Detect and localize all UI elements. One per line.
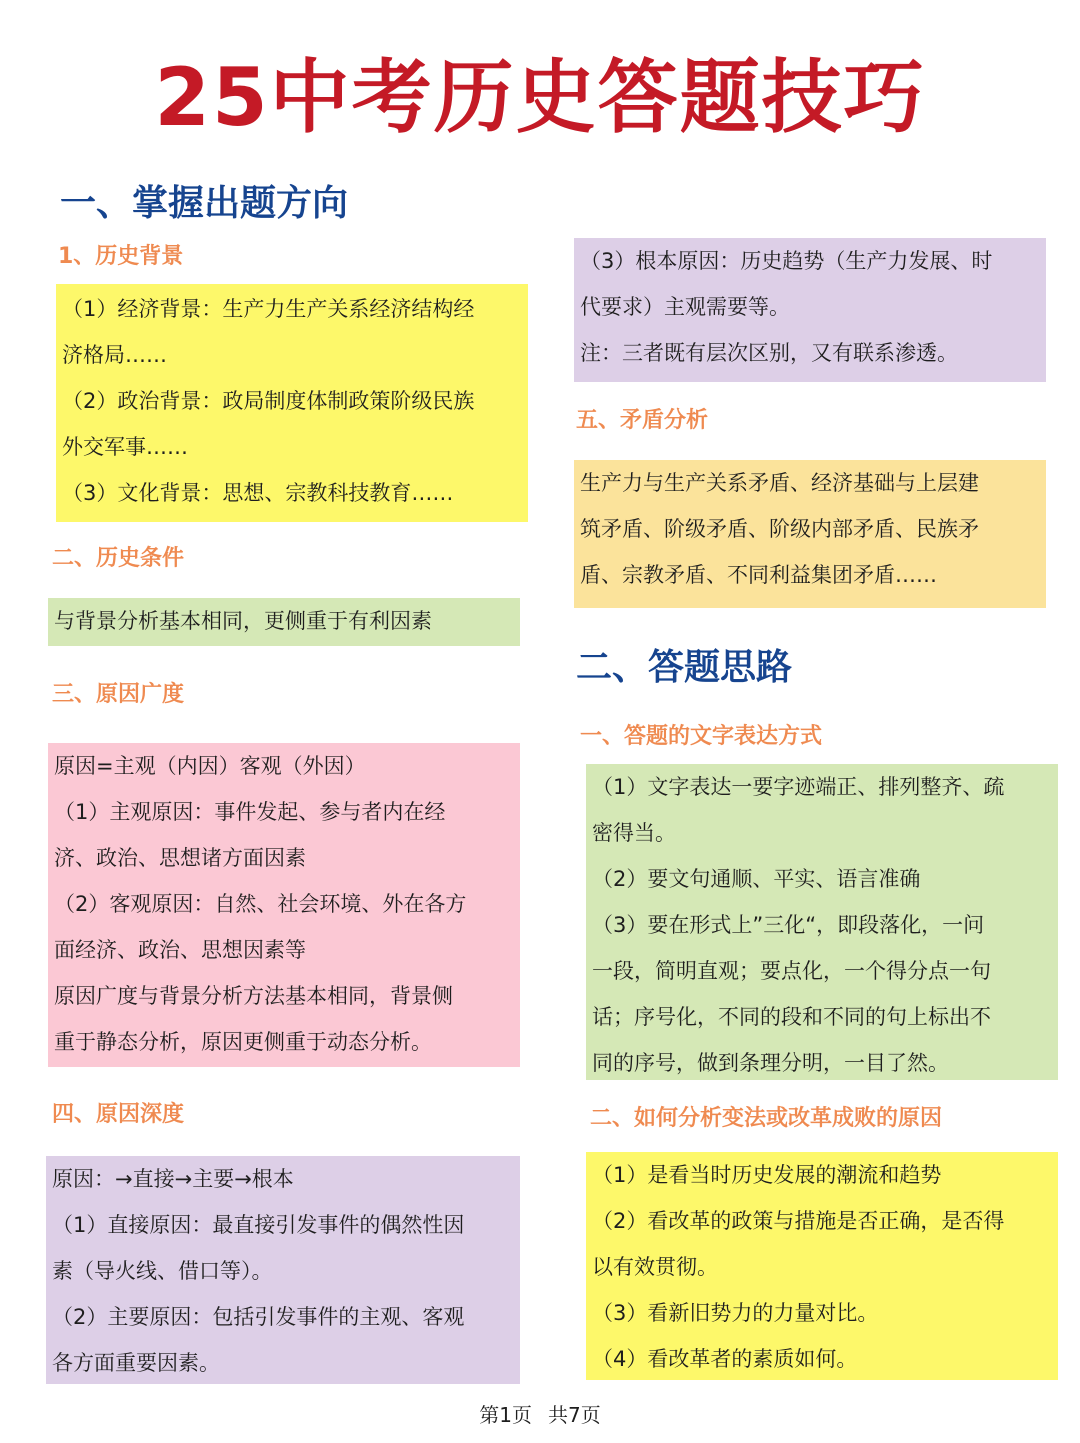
text-line: 盾、宗教矛盾、不同利益集团矛盾…… xyxy=(580,563,937,587)
text-line: 生产力与生产关系矛盾、经济基础与上层建 xyxy=(580,471,979,495)
text-line: 重于静态分析，原因更侧重于动态分析。 xyxy=(54,1030,432,1054)
text-line: 以有效贯彻。 xyxy=(592,1255,718,1279)
text-line: 各方面重要因素。 xyxy=(52,1351,220,1375)
subheading-reform-analysis: 二、如何分析变法或改革成败的原因 xyxy=(590,1106,943,1131)
text-line: （3）根本原因：历史趋势（生产力发展、时 xyxy=(580,249,993,273)
page-footer xyxy=(0,1400,1080,1430)
text-line: 注：三者既有层次区别，又有联系渗透。 xyxy=(580,341,958,365)
subheading-historical-background: 1、历史背景 xyxy=(58,244,184,269)
box-contradiction-analysis xyxy=(574,460,1046,608)
text-line: （2）客观原因：自然、社会环境、外在各方 xyxy=(54,892,467,916)
text-line: （3）文化背景：思想、宗教科技教育…… xyxy=(62,481,454,505)
subheading-cause-depth: 四、原因深度 xyxy=(52,1102,185,1127)
text-line: 同的序号，做到条理分明，一目了然。 xyxy=(592,1051,949,1075)
subheading-cause-breadth: 三、原因广度 xyxy=(52,682,185,707)
box-cause-depth xyxy=(46,1156,520,1384)
text-line: 与背景分析基本相同，更侧重于有利因素 xyxy=(54,609,432,633)
text-line: 筑矛盾、阶级矛盾、阶级内部矛盾、民族矛 xyxy=(580,517,979,541)
text-line: 济、政治、思想诸方面因素 xyxy=(54,846,306,870)
subheading-written-expression: 一、答题的文字表达方式 xyxy=(580,724,823,749)
text-line: （1）经济背景：生产力生产关系经济结构经 xyxy=(62,297,475,321)
section-heading-1: 一、掌握出题方向 xyxy=(60,183,349,224)
box-historical-background xyxy=(56,284,528,522)
text-line: （3）看新旧势力的力量对比。 xyxy=(592,1301,879,1325)
text-line: 原因=主观（内因）客观（外因） xyxy=(54,754,366,778)
text-line: 密得当。 xyxy=(592,821,676,845)
box-written-expression xyxy=(586,764,1058,1080)
text-line: 面经济、政治、思想因素等 xyxy=(54,938,306,962)
text-line: 代要求）主观需要等。 xyxy=(580,295,790,319)
text-line: （2）主要原因：包括引发事件的主观、客观 xyxy=(52,1305,465,1329)
text-line: （4）看改革者的素质如何。 xyxy=(592,1347,858,1371)
text-line: （1）直接原因：最直接引发事件的偶然性因 xyxy=(52,1213,465,1237)
box-reform-analysis xyxy=(586,1152,1058,1380)
box-historical-conditions xyxy=(48,598,520,646)
text-line: （3）要在形式上”三化“，即段落化，一问 xyxy=(592,913,985,937)
text-line: 一段，简明直观；要点化，一个得分点一句 xyxy=(592,959,991,983)
text-line: 外交军事…… xyxy=(62,435,188,459)
text-line: （1）主观原因：事件发起、参与者内在经 xyxy=(54,800,446,824)
text-line: （2）看改革的政策与措施是否正确，是否得 xyxy=(592,1209,1005,1233)
page-number: 第1页 xyxy=(479,1403,532,1427)
subheading-contradiction-analysis: 五、矛盾分析 xyxy=(576,408,709,433)
text-line: 原因广度与背景分析方法基本相同，背景侧 xyxy=(54,984,453,1008)
text-line: 素（导火线、借口等）。 xyxy=(52,1259,273,1283)
page-total: 共7页 xyxy=(548,1403,601,1427)
text-line: （2）要文句通顺、平实、语言准确 xyxy=(592,867,921,891)
text-line: （1）是看当时历史发展的潮流和趋势 xyxy=(592,1163,942,1187)
box-cause-breadth xyxy=(48,743,520,1067)
box-root-cause xyxy=(574,238,1046,382)
page-title: 25中考历史答题技巧 xyxy=(154,51,926,144)
text-line: （2）政治背景：政局制度体制政策阶级民族 xyxy=(62,389,475,413)
text-line: （1）文字表达一要字迹端正、排列整齐、疏 xyxy=(592,775,1005,799)
text-line: 济格局…… xyxy=(62,343,167,367)
text-line: 原因：→直接→主要→根本 xyxy=(52,1167,294,1191)
text-line: 话；序号化，不同的段和不同的句上标出不 xyxy=(592,1005,991,1029)
section-heading-2: 二、答题思路 xyxy=(576,647,793,688)
subheading-historical-conditions: 二、历史条件 xyxy=(52,546,185,571)
